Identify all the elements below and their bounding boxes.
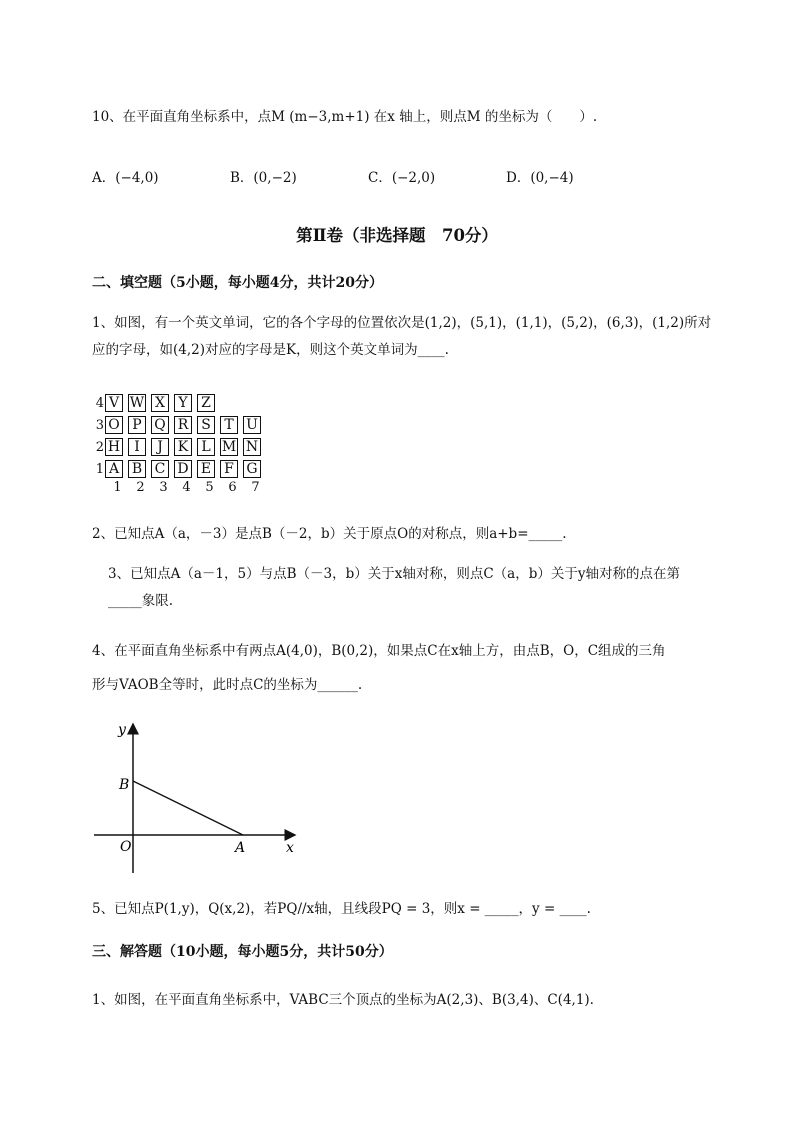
letter-grid-row-number: 3 (95, 417, 104, 433)
letter-grid-row-number: 2 (95, 439, 104, 455)
letter-grid-row (92, 436, 266, 458)
letter-cell: B (128, 460, 146, 478)
fill-q5-text: 5、已知点P(1,y)，Q(x,2)，若PQ//x轴，且线段PQ = 3，则x = _____，y = ____. (92, 901, 591, 917)
letter-cell: J (151, 438, 169, 456)
point-a-label: A (235, 840, 246, 856)
letter-cell: L (197, 438, 215, 456)
letter-grid-column-number: 2 (136, 480, 145, 495)
option-a: A．(−4,0) (92, 170, 159, 186)
solve-q1-text: 1、如图，在平面直角坐标系中，VABC三个顶点的坐标为A(2,3)、B(3,4)、C(4,1). (92, 992, 594, 1008)
letter-cell: W (129, 395, 145, 411)
letter-cell: R (174, 416, 192, 434)
letter-cell: O (105, 416, 123, 434)
fill-q1-line1: 1、如图，有一个英文单词，它的各个字母的位置依次是(1,2)，(5,1)，(1,1)，(5,2)，(6,3)，(1,2)所对 (92, 315, 712, 331)
letter-cell: E (197, 460, 215, 478)
letter-cell: T (220, 416, 238, 434)
letter-cell: F (220, 460, 238, 478)
option-c: C．(−2,0) (368, 170, 436, 186)
fill-q4-line1: 4、在平面直角坐标系中有两点A(4,0)，B(0,2)，如果点C在x轴上方，由点B，O，C组成的三角 (92, 643, 666, 659)
part-two-title: 第Ⅱ卷（非选择题 70分） (296, 226, 498, 245)
letter-grid-column-number: 4 (182, 480, 191, 495)
letter-grid-row-number: 4 (95, 395, 104, 411)
segment-ba (133, 781, 243, 835)
letter-grid-column-number: 5 (205, 480, 214, 495)
letter-grid-row (92, 458, 266, 480)
question-10-text: 10、在平面直角坐标系中，点M (m−3,m+1) 在x 轴上，则点M 的坐标为（ ）. (92, 109, 598, 125)
letter-grid-row (92, 414, 266, 436)
letter-cell: S (197, 416, 215, 434)
option-b: B．(0,−2) (230, 170, 297, 186)
point-o-label: O (120, 839, 132, 855)
letter-cell: H (105, 438, 123, 456)
letter-grid-column-number: 7 (251, 480, 260, 495)
letter-grid-column-number: 1 (113, 480, 122, 495)
letter-cell: P (128, 416, 146, 434)
x-axis-label: x (286, 840, 294, 856)
letter-grid-column-number: 3 (159, 480, 168, 495)
letter-grid-column-number: 6 (228, 480, 237, 495)
letter-cell: Z (197, 394, 215, 412)
fill-q1-line2: 应的字母，如(4,2)对应的字母是K，则这个英文单词为____. (92, 342, 449, 358)
fill-q2-text: 2、已知点A（a，－3）是点B（－2，b）关于原点O的对称点，则a+b=_____. (92, 526, 567, 542)
letter-cell: I (128, 438, 146, 456)
letter-grid-row (92, 392, 220, 414)
letter-grid-column-numbers (106, 480, 267, 495)
letter-cell: C (151, 460, 169, 478)
coordinate-figure (90, 718, 310, 878)
letter-cell: V (105, 394, 123, 412)
letter-cell: Y (174, 394, 192, 412)
letter-cell: A (105, 460, 123, 478)
fill-q3-line1: 3、已知点A（a－1，5）与点B（－3，b）关于x轴对称，则点C（a，b）关于y轴对称的点在第 (108, 566, 680, 582)
letter-cell: N (243, 438, 261, 456)
letter-cell: G (243, 460, 261, 478)
letter-cell: X (151, 394, 169, 412)
letter-grid-row-number: 1 (95, 461, 104, 477)
fill-q4-line2: 形与VAOB全等时，此时点C的坐标为______. (92, 677, 363, 693)
letter-cell: U (243, 416, 261, 434)
letter-cell: M (221, 439, 237, 455)
fill-q3-line2: _____象限. (108, 593, 174, 609)
section-solve-heading: 三、解答题（10小题，每小题5分，共计50分） (92, 944, 393, 960)
letter-cell: D (174, 460, 192, 478)
section-fill-blank-heading: 二、填空题（5小题，每小题4分，共计20分） (92, 275, 383, 291)
point-b-label: B (119, 777, 130, 793)
letter-cell: Q (151, 416, 169, 434)
option-d: D．(0,−4) (506, 170, 574, 186)
letter-cell: K (174, 438, 192, 456)
y-axis-label: y (118, 722, 126, 738)
